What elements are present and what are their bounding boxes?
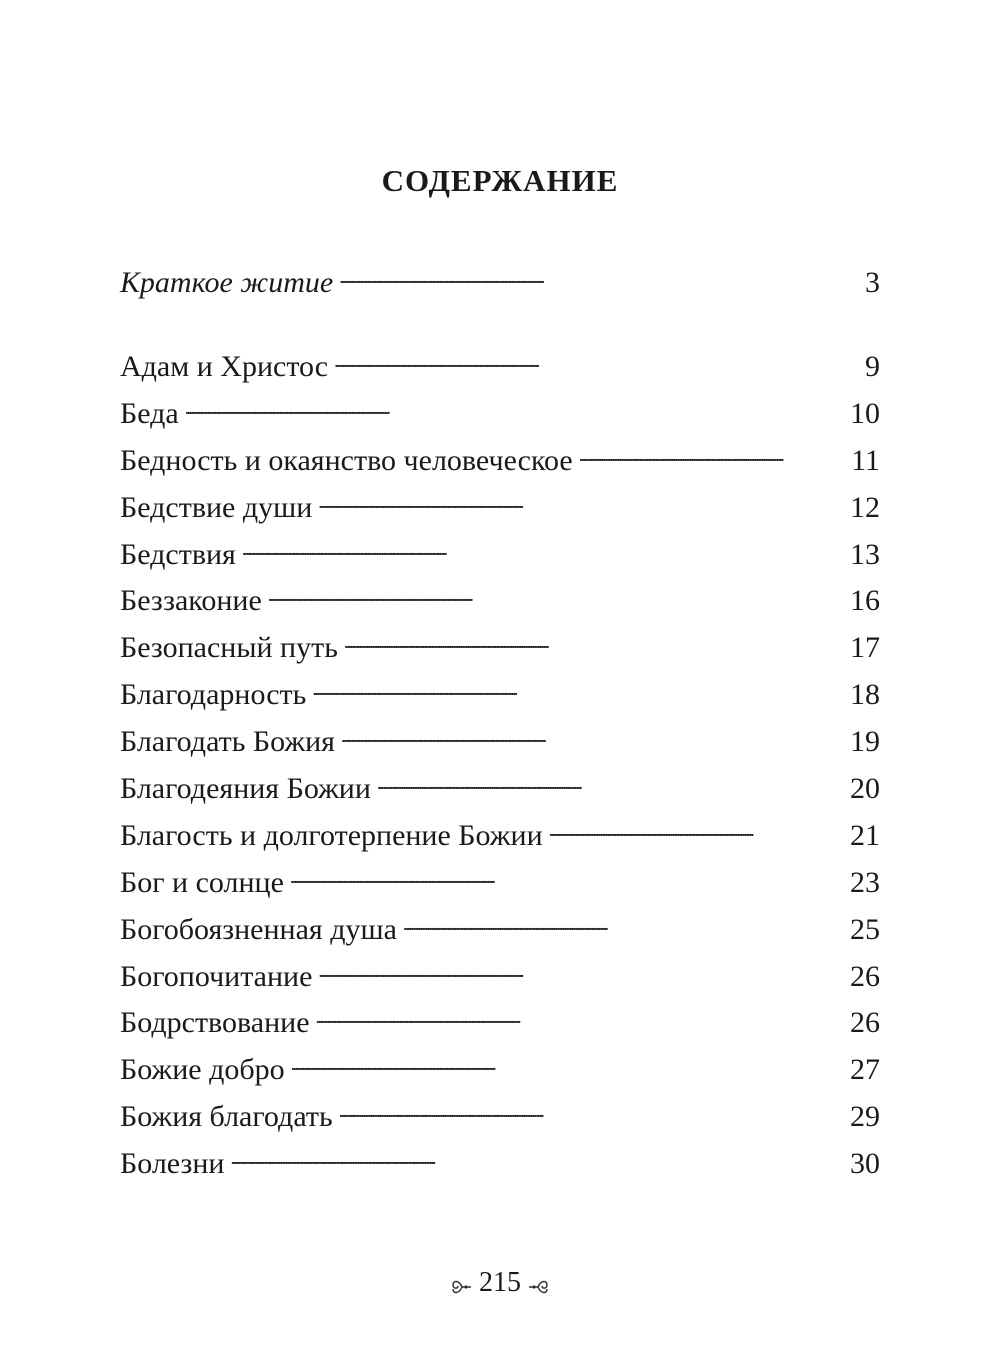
dot-leader — [230, 1143, 848, 1173]
toc-entry-label: Бедствие души — [120, 490, 313, 524]
toc-entry-page: 29 — [850, 1100, 880, 1134]
dot-leader — [291, 1049, 848, 1079]
toc-entry-page: 3 — [865, 266, 880, 299]
toc-entry — [120, 393, 880, 440]
toc-entry-page: 13 — [850, 537, 880, 571]
toc-entry — [120, 487, 880, 534]
toc-entry — [120, 440, 880, 487]
page-number: 215 — [479, 1267, 521, 1298]
toc-entry-label: Краткое житие — [120, 266, 334, 299]
toc-entry-page: 23 — [850, 865, 880, 899]
dot-leader — [403, 909, 848, 939]
ornament-right-icon — [527, 1272, 551, 1298]
toc-entry-label: Благодать Божия — [120, 725, 335, 759]
toc-entry-page: 30 — [850, 1147, 880, 1181]
toc-entry — [120, 674, 880, 721]
toc-entry — [120, 1096, 880, 1143]
toc-entry-page: 9 — [865, 350, 880, 383]
page-title: СОДЕРЖАНИЕ — [381, 163, 619, 198]
toc-entry — [120, 768, 880, 815]
toc-entry — [120, 580, 880, 627]
toc-entry-label: Адам и Христос — [120, 350, 329, 383]
toc-entry-label: Бог и солнце — [120, 865, 284, 899]
toc-entry — [120, 1143, 880, 1190]
toc-entry — [120, 346, 880, 393]
toc-entry-page: 11 — [851, 443, 880, 477]
toc-entry-label: Беззаконие — [120, 584, 262, 618]
dot-leader — [318, 487, 848, 517]
page-footer — [0, 1267, 1000, 1299]
toc-entry-label: Благость и долготерпение Божии — [120, 818, 543, 852]
toc-entry-page: 26 — [850, 959, 880, 993]
toc-entry-page: 21 — [850, 818, 880, 852]
toc-entry-label: Болезни — [120, 1147, 225, 1181]
toc-entry-label: Бедность и окаянство человеческое — [120, 443, 573, 477]
dot-leader — [344, 627, 848, 657]
toc-entry-page: 27 — [850, 1053, 880, 1087]
dot-leader — [341, 721, 848, 751]
dot-leader — [339, 262, 863, 292]
dot-leader — [316, 1002, 848, 1032]
ornament-left-icon — [449, 1272, 473, 1298]
dot-leader — [579, 440, 849, 470]
toc-entry-page: 20 — [850, 772, 880, 806]
dot-leader — [377, 768, 848, 798]
dot-leader — [268, 580, 848, 610]
toc-list — [120, 346, 880, 1190]
toc-entry-page: 12 — [850, 490, 880, 524]
toc-entry-label: Благодарность — [120, 678, 307, 712]
toc-entry-page: 18 — [850, 678, 880, 712]
toc-entry-label: Божия благодать — [120, 1100, 333, 1134]
toc-entry-label: Богобоязненная душа — [120, 912, 397, 946]
toc-intro — [120, 262, 880, 309]
toc-entry-label: Благодеяния Божии — [120, 772, 371, 806]
dot-leader — [242, 534, 848, 564]
toc-entry-page: 10 — [850, 396, 880, 430]
toc-entry — [120, 1002, 880, 1049]
dot-leader — [290, 862, 848, 892]
toc-entry-page: 26 — [850, 1006, 880, 1040]
toc-entry — [120, 721, 880, 768]
toc-entry-label: Беда — [120, 396, 179, 430]
toc-entry-label: Божие добро — [120, 1053, 285, 1087]
dot-leader — [549, 815, 848, 845]
toc-entry — [120, 1049, 880, 1096]
dot-leader — [185, 393, 848, 423]
dot-leader — [312, 674, 848, 704]
toc-entry-page: 17 — [850, 631, 880, 665]
toc-entry — [120, 627, 880, 674]
dot-leader — [318, 956, 848, 986]
toc-entry-page: 25 — [850, 912, 880, 946]
dot-leader — [339, 1096, 848, 1126]
toc-entry-label: Бодрствование — [120, 1006, 310, 1040]
toc-entry — [120, 815, 880, 862]
toc-entry — [120, 909, 880, 956]
toc-entry-page: 16 — [850, 584, 880, 618]
toc-entry-page: 19 — [850, 725, 880, 759]
toc-entry — [120, 862, 880, 909]
toc-entry — [120, 956, 880, 1003]
toc-entry-label: Богопочитание — [120, 959, 313, 993]
toc-entry-intro — [120, 262, 880, 309]
toc-entry-label: Безопасный путь — [120, 631, 338, 665]
toc-entry-label: Бедствия — [120, 537, 236, 571]
dot-leader — [334, 346, 863, 376]
toc-entry — [120, 534, 880, 581]
